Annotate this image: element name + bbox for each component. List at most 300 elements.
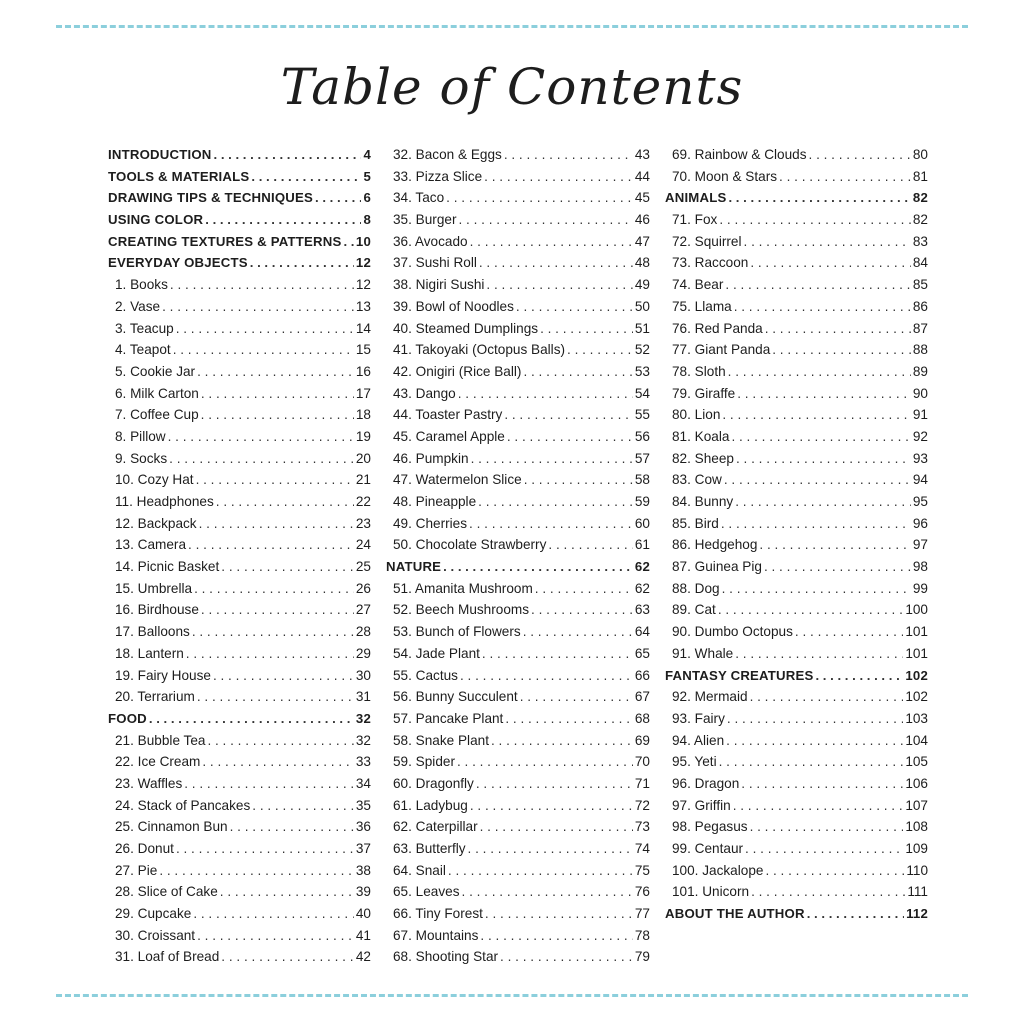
toc-entry-title: 58. Snake Plant bbox=[393, 732, 489, 748]
toc-page-number: 88 bbox=[912, 342, 928, 358]
dot-leader bbox=[462, 881, 633, 903]
toc-entry-title: 67. Mountains bbox=[393, 927, 479, 943]
toc-entry bbox=[108, 621, 371, 643]
toc-page-number: 25 bbox=[355, 559, 371, 575]
dot-leader bbox=[750, 686, 904, 708]
toc-entry-title: 82. Sheep bbox=[672, 450, 734, 466]
toc-entry-title: 44. Toaster Pastry bbox=[393, 407, 503, 423]
dot-leader bbox=[719, 751, 904, 773]
toc-entry bbox=[386, 339, 650, 361]
toc-entry-title: CREATING TEXTURES & PATTERNS bbox=[108, 233, 342, 249]
toc-page-number: 42 bbox=[355, 949, 371, 965]
page-title: Table of Contents bbox=[280, 58, 744, 116]
toc-page-number: 82 bbox=[912, 212, 928, 228]
toc-entry-title: 85. Bird bbox=[672, 515, 719, 531]
toc-entry-title: EVERYDAY OBJECTS bbox=[108, 255, 248, 271]
dot-leader bbox=[735, 643, 903, 665]
dot-leader bbox=[733, 795, 904, 817]
toc-entry-title: ANIMALS bbox=[665, 190, 727, 206]
toc-page-number: 32 bbox=[355, 710, 371, 726]
toc-entry bbox=[665, 491, 928, 513]
toc-entry bbox=[108, 534, 371, 556]
toc-page-number: 91 bbox=[912, 407, 928, 423]
toc-page-number: 41 bbox=[355, 927, 371, 943]
toc-section-heading bbox=[108, 144, 371, 166]
toc-page-number: 13 bbox=[355, 298, 371, 314]
dot-leader bbox=[149, 708, 354, 730]
toc-entry bbox=[386, 946, 650, 968]
toc-entry bbox=[386, 578, 650, 600]
dot-leader bbox=[479, 252, 633, 274]
toc-entry bbox=[665, 534, 928, 556]
dot-leader bbox=[504, 144, 633, 166]
toc-entry-title: 21. Bubble Tea bbox=[115, 732, 206, 748]
toc-entry bbox=[108, 730, 371, 752]
dot-leader bbox=[207, 730, 353, 752]
toc-entry-title: 43. Dango bbox=[393, 385, 456, 401]
toc-page-number: 67 bbox=[634, 689, 650, 705]
toc-entry-title: 31. Loaf of Bread bbox=[115, 949, 220, 965]
toc-entry-title: 25. Cinnamon Bun bbox=[115, 819, 228, 835]
toc-entry bbox=[386, 209, 650, 231]
toc-page-number: 6 bbox=[363, 190, 371, 206]
toc-page-number: 38 bbox=[355, 862, 371, 878]
toc-entry-title: 5. Cookie Jar bbox=[115, 363, 196, 379]
toc-page-number: 48 bbox=[634, 255, 650, 271]
dot-leader bbox=[469, 513, 633, 535]
toc-entry-title: 51. Amanita Mushroom bbox=[393, 580, 533, 596]
toc-entry-title: 24. Stack of Pancakes bbox=[115, 797, 251, 813]
dot-leader bbox=[540, 318, 633, 340]
toc-entry-title: 30. Croissant bbox=[115, 927, 196, 943]
dot-leader bbox=[485, 903, 633, 925]
toc-entry bbox=[108, 773, 371, 795]
dot-leader bbox=[476, 773, 633, 795]
dot-leader bbox=[201, 383, 354, 405]
toc-entry-title: 16. Birdhouse bbox=[115, 602, 199, 618]
dot-leader bbox=[221, 946, 354, 968]
dot-leader bbox=[728, 187, 910, 209]
toc-entry bbox=[386, 166, 650, 188]
toc-entry-title: 23. Waffles bbox=[115, 775, 183, 791]
toc-page-number: 40 bbox=[355, 906, 371, 922]
toc-entry bbox=[386, 534, 650, 556]
toc-page-number: 22 bbox=[355, 494, 371, 509]
toc-entry bbox=[665, 881, 928, 903]
dot-leader bbox=[516, 296, 633, 318]
toc-entry-title: 66. Tiny Forest bbox=[393, 906, 483, 922]
toc-page-number: 72 bbox=[634, 797, 650, 813]
toc-entry-title: 92. Mermaid bbox=[672, 689, 748, 705]
dot-leader bbox=[795, 621, 903, 643]
toc-entry-title: 79. Giraffe bbox=[672, 385, 736, 401]
toc-entry bbox=[665, 860, 928, 882]
dot-leader bbox=[199, 513, 354, 535]
dot-leader bbox=[759, 534, 910, 556]
toc-entry-title: 60. Dragonfly bbox=[393, 775, 474, 791]
toc-entry bbox=[386, 730, 650, 752]
toc-page-number: 65 bbox=[634, 645, 650, 661]
toc-entry bbox=[108, 383, 371, 405]
dot-leader bbox=[162, 296, 354, 318]
toc-entry-title: 10. Cozy Hat bbox=[115, 472, 194, 488]
toc-section-heading bbox=[665, 665, 928, 687]
toc-entry bbox=[386, 383, 650, 405]
toc-page-number: 79 bbox=[634, 949, 650, 965]
toc-section-heading bbox=[108, 708, 371, 730]
toc-entry bbox=[386, 426, 650, 448]
toc-entry-title: 36. Avocado bbox=[393, 233, 468, 249]
toc-page-number: 18 bbox=[355, 407, 371, 423]
dot-leader bbox=[726, 730, 903, 752]
toc-entry bbox=[665, 686, 928, 708]
toc-entry bbox=[108, 296, 371, 318]
toc-page-number: 31 bbox=[355, 689, 371, 705]
toc-entry bbox=[386, 252, 650, 274]
toc-page-number: 52 bbox=[634, 342, 650, 358]
toc-entry-title: 57. Pancake Plant bbox=[393, 710, 504, 726]
dot-leader bbox=[250, 252, 354, 274]
toc-entry-title: 95. Yeti bbox=[672, 754, 717, 770]
toc-entry bbox=[108, 903, 371, 925]
toc-column-2 bbox=[386, 144, 650, 968]
toc-page-number: 5 bbox=[363, 168, 371, 184]
dot-leader bbox=[168, 426, 354, 448]
dot-leader bbox=[251, 166, 361, 188]
dot-leader bbox=[491, 730, 633, 752]
toc-page-number: 80 bbox=[912, 147, 928, 162]
toc-entry-title: 18. Lantern bbox=[115, 645, 184, 661]
toc-entry-title: 93. Fairy bbox=[672, 710, 725, 726]
dot-leader bbox=[486, 274, 632, 296]
toc-entry-title: 72. Squirrel bbox=[672, 233, 742, 249]
toc-entry bbox=[386, 795, 650, 817]
toc-page-number: 17 bbox=[355, 385, 371, 401]
toc-entry bbox=[665, 795, 928, 817]
toc-page-number: 57 bbox=[634, 450, 650, 466]
toc-entry bbox=[108, 599, 371, 621]
dot-leader bbox=[205, 209, 361, 231]
toc-entry bbox=[108, 795, 371, 817]
toc-entry bbox=[665, 773, 928, 795]
toc-section-heading bbox=[665, 187, 928, 209]
toc-entry bbox=[386, 708, 650, 730]
toc-entry bbox=[386, 274, 650, 296]
toc-entry-title: 86. Hedgehog bbox=[672, 537, 758, 553]
toc-entry bbox=[665, 708, 928, 730]
toc-entry-title: 62. Caterpillar bbox=[393, 819, 478, 835]
toc-entry bbox=[386, 361, 650, 383]
dot-leader bbox=[470, 231, 633, 253]
dot-leader bbox=[197, 686, 354, 708]
toc-entry-title: 26. Donut bbox=[115, 841, 174, 856]
toc-entry-title: 11. Headphones bbox=[115, 494, 214, 509]
toc-entry-title: 74. Bear bbox=[672, 277, 724, 293]
toc-page-number: 107 bbox=[905, 797, 928, 813]
toc-entry-title: 65. Leaves bbox=[393, 884, 460, 900]
toc-entry-title: 29. Cupcake bbox=[115, 906, 192, 922]
toc-entry bbox=[386, 513, 650, 535]
toc-entry-title: 54. Jade Plant bbox=[393, 645, 480, 661]
toc-entry bbox=[665, 599, 928, 621]
toc-entry-title: 48. Pineapple bbox=[393, 494, 477, 509]
toc-page-number: 32 bbox=[355, 732, 371, 748]
toc-entry bbox=[108, 838, 371, 860]
toc-entry bbox=[108, 361, 371, 383]
toc-column-3 bbox=[665, 144, 928, 925]
toc-entry-title: 19. Fairy House bbox=[115, 667, 211, 683]
toc-entry bbox=[665, 578, 928, 600]
toc-entry bbox=[108, 643, 371, 665]
toc-entry-title: 89. Cat bbox=[672, 602, 716, 618]
dot-leader bbox=[765, 860, 904, 882]
toc-page-number: 102 bbox=[905, 689, 928, 705]
toc-section-heading bbox=[108, 209, 371, 231]
toc-page-number: 90 bbox=[912, 385, 928, 401]
toc-page-number: 34 bbox=[355, 775, 371, 791]
toc-entry-title: 61. Ladybug bbox=[393, 797, 468, 813]
toc-page-number: 21 bbox=[355, 472, 371, 488]
toc-page-number: 112 bbox=[906, 906, 928, 922]
toc-page-number: 109 bbox=[905, 841, 928, 856]
toc-page-number: 14 bbox=[355, 320, 371, 336]
dot-leader bbox=[468, 838, 633, 860]
toc-page-number: 45 bbox=[634, 190, 650, 206]
toc-page-number: 28 bbox=[355, 624, 371, 640]
toc-page-number: 15 bbox=[355, 342, 371, 358]
dot-leader bbox=[480, 925, 632, 947]
toc-entry bbox=[108, 448, 371, 470]
dot-leader bbox=[458, 383, 633, 405]
toc-entry bbox=[386, 816, 650, 838]
toc-page-number: 29 bbox=[355, 645, 371, 661]
toc-entry-title: 1. Books bbox=[115, 277, 168, 293]
dot-leader bbox=[722, 404, 911, 426]
toc-entry-title: USING COLOR bbox=[108, 212, 204, 228]
toc-entry bbox=[108, 318, 371, 340]
toc-entry-title: 97. Griffin bbox=[672, 797, 731, 813]
toc-page-number: 85 bbox=[912, 277, 928, 293]
toc-section-heading bbox=[108, 231, 371, 253]
dot-leader bbox=[252, 795, 354, 817]
dot-leader bbox=[725, 274, 910, 296]
dot-leader bbox=[719, 209, 911, 231]
toc-entry-title: 15. Umbrella bbox=[115, 580, 193, 596]
toc-page-number: 47 bbox=[634, 233, 650, 249]
toc-page-number: 55 bbox=[634, 407, 650, 423]
toc-entry-title: 76. Red Panda bbox=[672, 320, 763, 336]
dot-leader bbox=[735, 491, 911, 513]
dot-leader bbox=[727, 708, 903, 730]
toc-page-number: 58 bbox=[634, 472, 650, 488]
dot-leader bbox=[197, 361, 354, 383]
toc-page-number: 98 bbox=[912, 559, 928, 575]
toc-section-heading bbox=[108, 166, 371, 188]
dot-leader bbox=[159, 860, 354, 882]
toc-entry-title: TOOLS & MATERIALS bbox=[108, 168, 250, 184]
dot-leader bbox=[728, 361, 911, 383]
toc-page-number: 83 bbox=[912, 233, 928, 249]
dot-leader bbox=[722, 578, 911, 600]
toc-page-number: 24 bbox=[355, 537, 371, 553]
toc-entry-title: 12. Backpack bbox=[115, 515, 197, 531]
toc-entry-title: ABOUT THE AUTHOR bbox=[665, 906, 805, 922]
toc-page-number: 16 bbox=[355, 363, 371, 379]
dot-leader bbox=[470, 795, 633, 817]
dot-leader bbox=[535, 578, 633, 600]
toc-page-number: 19 bbox=[355, 428, 371, 444]
toc-page-number: 102 bbox=[905, 667, 928, 683]
toc-page-number: 103 bbox=[905, 710, 928, 726]
toc-page-number: 81 bbox=[912, 168, 928, 184]
dot-leader bbox=[520, 686, 633, 708]
dot-leader bbox=[478, 491, 633, 513]
toc-page-number: 43 bbox=[634, 147, 650, 162]
dot-leader bbox=[500, 946, 633, 968]
dot-leader bbox=[458, 209, 632, 231]
toc-page-number: 12 bbox=[355, 255, 371, 271]
toc-entry-title: FANTASY CREATURES bbox=[665, 667, 814, 683]
dot-leader bbox=[764, 556, 911, 578]
dot-leader bbox=[505, 708, 633, 730]
dot-leader bbox=[724, 469, 911, 491]
toc-entry bbox=[386, 881, 650, 903]
toc-entry-title: 47. Watermelon Slice bbox=[393, 472, 522, 488]
toc-page-number: 93 bbox=[912, 450, 928, 466]
toc-page-number: 105 bbox=[905, 754, 928, 770]
dot-leader bbox=[750, 816, 904, 838]
toc-entry bbox=[386, 144, 650, 166]
toc-entry bbox=[665, 621, 928, 643]
toc-entry-title: 59. Spider bbox=[393, 754, 455, 770]
toc-page-number: 87 bbox=[912, 320, 928, 336]
toc-page-number: 10 bbox=[355, 233, 371, 249]
toc-entry-title: NATURE bbox=[386, 559, 442, 575]
dot-leader bbox=[734, 296, 911, 318]
toc-entry bbox=[665, 144, 928, 166]
dot-leader bbox=[731, 426, 910, 448]
toc-page-number: 36 bbox=[355, 819, 371, 835]
toc-page-number: 73 bbox=[634, 819, 650, 835]
toc-entry bbox=[386, 491, 650, 513]
toc-entry-title: 45. Caramel Apple bbox=[393, 428, 505, 444]
toc-entry-title: 55. Cactus bbox=[393, 667, 458, 683]
toc-page-number: 71 bbox=[634, 775, 650, 791]
toc-entry-title: 84. Bunny bbox=[672, 494, 734, 509]
toc-page-number: 74 bbox=[634, 841, 650, 856]
dot-leader bbox=[220, 881, 354, 903]
toc-page-number: 61 bbox=[634, 537, 650, 553]
toc-entry-title: 91. Whale bbox=[672, 645, 734, 661]
toc-entry bbox=[108, 513, 371, 535]
toc-entry bbox=[665, 469, 928, 491]
toc-entry bbox=[665, 838, 928, 860]
toc-entry-title: 101. Unicorn bbox=[672, 884, 750, 900]
toc-entry bbox=[108, 556, 371, 578]
toc-page-number: 78 bbox=[634, 927, 650, 943]
toc-entry bbox=[386, 686, 650, 708]
toc-entry bbox=[665, 404, 928, 426]
toc-entry-title: 22. Ice Cream bbox=[115, 754, 201, 770]
toc-page-number: 26 bbox=[355, 580, 371, 596]
dot-leader bbox=[197, 925, 354, 947]
toc-entry bbox=[386, 599, 650, 621]
toc-entry bbox=[386, 925, 650, 947]
toc-page-number: 76 bbox=[634, 884, 650, 900]
toc-entry-title: 3. Teacup bbox=[115, 320, 174, 336]
dot-leader bbox=[173, 339, 354, 361]
dot-leader bbox=[807, 903, 904, 925]
toc-page-number: 51 bbox=[634, 320, 650, 336]
dot-leader bbox=[170, 274, 354, 296]
dot-leader bbox=[718, 599, 903, 621]
toc-entry-title: 73. Raccoon bbox=[672, 255, 749, 271]
toc-entry bbox=[108, 578, 371, 600]
toc-entry-title: 6. Milk Carton bbox=[115, 385, 199, 401]
toc-entry-title: 63. Butterfly bbox=[393, 841, 466, 856]
toc-entry-title: 99. Centaur bbox=[672, 841, 744, 856]
dot-leader bbox=[202, 751, 354, 773]
toc-entry-title: 4. Teapot bbox=[115, 342, 171, 358]
toc-entry-title: 100. Jackalope bbox=[672, 862, 764, 878]
toc-entry bbox=[665, 448, 928, 470]
dot-leader bbox=[504, 404, 633, 426]
toc-entry-title: 90. Dumbo Octopus bbox=[672, 624, 793, 640]
toc-entry-title: 20. Terrarium bbox=[115, 689, 195, 705]
toc-entry-title: 33. Pizza Slice bbox=[393, 168, 483, 184]
toc-entry bbox=[665, 252, 928, 274]
toc-entry-title: INTRODUCTION bbox=[108, 147, 212, 162]
toc-entry-title: 56. Bunny Succulent bbox=[393, 689, 518, 705]
toc-entry bbox=[108, 751, 371, 773]
toc-page-number: 99 bbox=[912, 580, 928, 596]
toc-entry-title: 38. Nigiri Sushi bbox=[393, 277, 485, 293]
toc-entry-title: 41. Takoyaki (Octopus Balls) bbox=[393, 342, 566, 358]
toc-page-number: 27 bbox=[355, 602, 371, 618]
dot-leader bbox=[482, 643, 633, 665]
toc-entry-title: 39. Bowl of Noodles bbox=[393, 298, 514, 314]
dot-leader bbox=[523, 621, 633, 643]
toc-page-number: 108 bbox=[905, 819, 928, 835]
dot-leader bbox=[343, 231, 353, 253]
toc-page-number: 110 bbox=[906, 862, 928, 878]
toc-entry-title: 27. Pie bbox=[115, 862, 158, 878]
toc-entry bbox=[386, 643, 650, 665]
dot-leader bbox=[201, 404, 354, 426]
toc-page-number: 60 bbox=[634, 515, 650, 531]
toc-entry-title: 13. Camera bbox=[115, 537, 187, 553]
toc-entry bbox=[386, 404, 650, 426]
toc-entry-title: 70. Moon & Stars bbox=[672, 168, 778, 184]
toc-page-number: 64 bbox=[634, 624, 650, 640]
toc-entry-title: 64. Snail bbox=[393, 862, 446, 878]
dot-leader bbox=[721, 513, 911, 535]
toc-page-number: 70 bbox=[634, 754, 650, 770]
toc-entry-title: 68. Shooting Star bbox=[393, 949, 499, 965]
dot-leader bbox=[443, 556, 633, 578]
toc-page-number: 59 bbox=[634, 494, 650, 509]
toc-page-number: 101 bbox=[905, 624, 928, 640]
toc-entry bbox=[108, 881, 371, 903]
dot-leader bbox=[567, 339, 633, 361]
toc-entry bbox=[386, 903, 650, 925]
toc-entry bbox=[386, 860, 650, 882]
toc-page-number: 63 bbox=[634, 602, 650, 618]
toc-entry-title: 98. Pegasus bbox=[672, 819, 748, 835]
dot-leader bbox=[750, 252, 911, 274]
dot-leader bbox=[815, 665, 903, 687]
toc-column-1 bbox=[108, 144, 371, 968]
